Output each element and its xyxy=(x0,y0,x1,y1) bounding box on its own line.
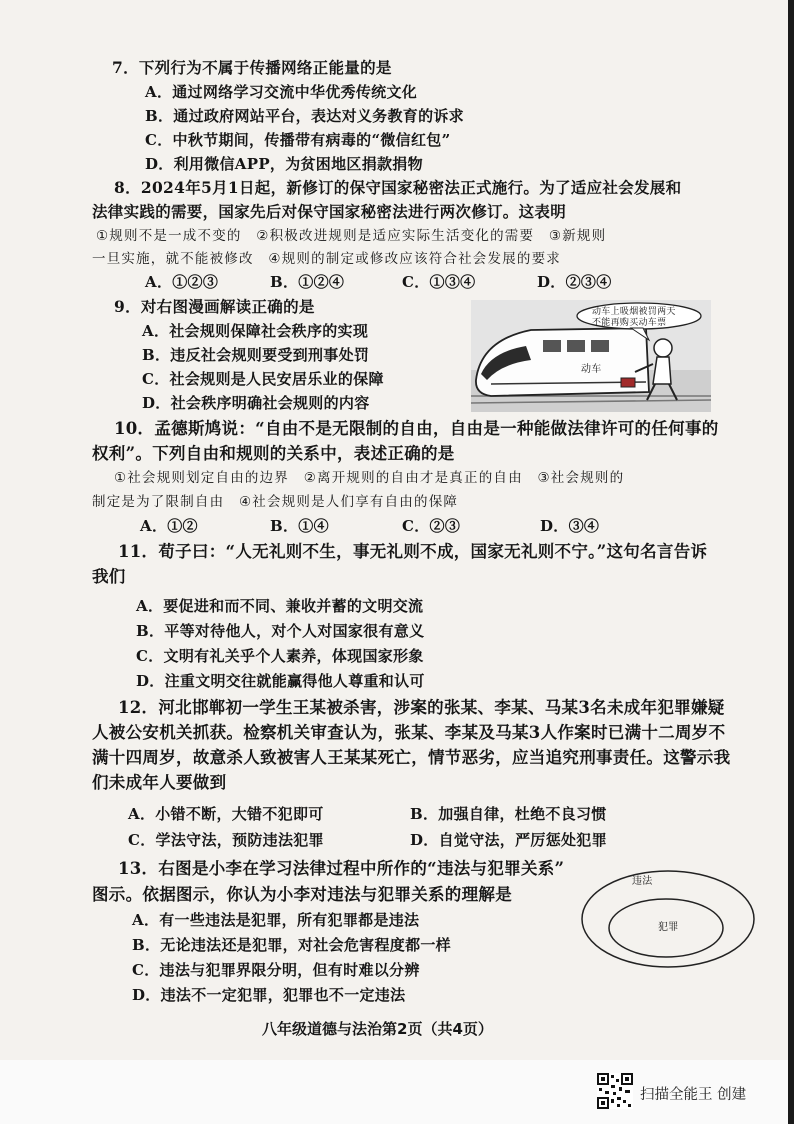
q11-stem-line-1: 11．荀子曰：“人无礼则不生，事无礼则不成，国家无礼则不宁。”这句名言告诉 xyxy=(118,542,708,561)
q8-option-d: D．②③④ xyxy=(537,273,612,291)
q13-venn-inner-label: 犯罪 xyxy=(658,922,679,933)
q7-option-d: D．利用微信APP，为贫困地区捐款捐物 xyxy=(145,155,423,173)
q9-stem: 9．对右图漫画解读正确的是 xyxy=(114,297,315,316)
q8-option-c: C．①③④ xyxy=(402,273,476,291)
q7-option-b: B．通过政府网站平台，表达对义务教育的诉求 xyxy=(145,107,464,125)
q10-option-b: B．①④ xyxy=(270,517,329,535)
scanner-watermark-text: 扫描全能王 创建 xyxy=(640,1087,747,1103)
q10-stem-line-2: 权利”。下列自由和规则的关系中，表述正确的是 xyxy=(92,444,455,463)
q10-stem-line-1: 10．孟德斯鸠说：“自由不是无限制的自由，自由是一种能做法律许可的任何事的 xyxy=(114,419,719,438)
qr-code-icon xyxy=(597,1073,633,1109)
q13-venn-outer-label: 违法 xyxy=(632,876,653,887)
q13-option-b: B．无论违法还是犯罪，对社会危害程度都一样 xyxy=(132,936,451,954)
q10-option-c: C．②③ xyxy=(402,517,461,535)
scan-edge xyxy=(788,0,794,1124)
q10-option-a: A．①② xyxy=(140,517,198,535)
q12-stem-line-3: 满十四周岁，故意杀人致被害人王某某死亡，情节恶劣，应当追究刑事责任。这警示我 xyxy=(92,748,731,767)
q11-option-c: C．文明有礼关乎个人素养，体现国家形象 xyxy=(136,647,424,665)
q7-option-c: C．中秋节期间，传播带有病毒的“微信红包” xyxy=(145,131,451,149)
q8-statements-line-1: ①规则不是一成不变的 ②积极改进规则是适应实际生活变化的需要 ③新规则 xyxy=(96,228,607,244)
q8-stem-line-2: 法律实践的需要，国家先后对保守国家秘密法进行两次修订。这表明 xyxy=(92,202,567,221)
q13-venn-diagram xyxy=(578,868,758,970)
q13-stem-line-1: 13．右图是小李在学习法律过程中所作的“违法与犯罪关系” xyxy=(118,859,565,878)
q11-option-d: D．注重文明交往就能赢得他人尊重和认可 xyxy=(136,672,425,690)
q8-stem-line-1: 8．2024年5月1日起，新修订的保守国家秘密法正式施行。为了适应社会发展和 xyxy=(114,178,682,197)
q8-statements-line-2: 一旦实施，就不能被修改 ④规则的制定或修改应该符合社会发展的要求 xyxy=(92,251,562,267)
q13-stem-line-2: 图示。依据图示，你认为小李对违法与犯罪关系的理解是 xyxy=(92,885,512,904)
q9-option-a: A．社会规则保障社会秩序的实现 xyxy=(142,322,369,340)
q9-option-d: D．社会秩序明确社会规则的内容 xyxy=(142,394,370,412)
q9-option-c: C．社会规则是人民安居乐业的保障 xyxy=(142,370,384,388)
q12-option-b: B．加强自律，杜绝不良习惯 xyxy=(410,805,607,823)
q10-statements-line-2: 制定是为了限制自由 ④社会规则是人们享有自由的保障 xyxy=(92,494,459,510)
q9-cartoon-caption-line-1: 动车上吸烟被罚两天 xyxy=(592,307,676,317)
q12-option-d: D．自觉守法，严厉惩处犯罪 xyxy=(410,831,607,849)
q13-option-a: A．有一些违法是犯罪，所有犯罪都是违法 xyxy=(132,911,420,929)
q12-option-a: A．小错不断，大错不犯即可 xyxy=(128,805,324,823)
q13-option-d: D．违法不一定犯罪，犯罪也不一定违法 xyxy=(132,986,406,1004)
q9-cartoon-caption-line-2: 不能再购买动车票 xyxy=(592,318,667,328)
q7-option-a: A．通过网络学习交流中华优秀传统文化 xyxy=(145,83,418,101)
q12-stem-line-1: 12．河北邯郸初一学生王某被杀害，涉案的张某、李某、马某3名未成年犯罪嫌疑 xyxy=(118,698,725,717)
q12-stem-line-2: 人被公安机关抓获。检察机关审查认为，张某、李某及马某3人作案时已满十二周岁不 xyxy=(92,723,726,742)
q9-cartoon-train-label: 动车 xyxy=(581,364,602,375)
q7-stem: 7．下列行为不属于传播网络正能量的是 xyxy=(112,58,392,77)
q10-option-d: D．③④ xyxy=(540,517,600,535)
q10-statements-line-1: ①社会规则划定自由的边界 ②离开规则的自由才是真正的自由 ③社会规则的 xyxy=(114,470,625,486)
q13-option-c: C．违法与犯罪界限分明，但有时难以分辨 xyxy=(132,961,420,979)
q11-option-a: A．要促进和而不同、兼收并蓄的文明交流 xyxy=(136,597,424,615)
q12-option-c: C．学法守法，预防违法犯罪 xyxy=(128,831,324,849)
q8-option-a: A．①②③ xyxy=(145,273,219,291)
q9-option-b: B．违反社会规则要受到刑事处罚 xyxy=(142,346,370,364)
q8-option-b: B．①②④ xyxy=(270,273,345,291)
page-footer: 八年级道德与法治第2页（共4页） xyxy=(262,1020,493,1038)
q11-stem-line-2: 我们 xyxy=(92,567,126,586)
q11-option-b: B．平等对待他人，对个人对国家很有意义 xyxy=(136,622,425,640)
q12-stem-line-4: 们未成年人要做到 xyxy=(92,773,227,792)
